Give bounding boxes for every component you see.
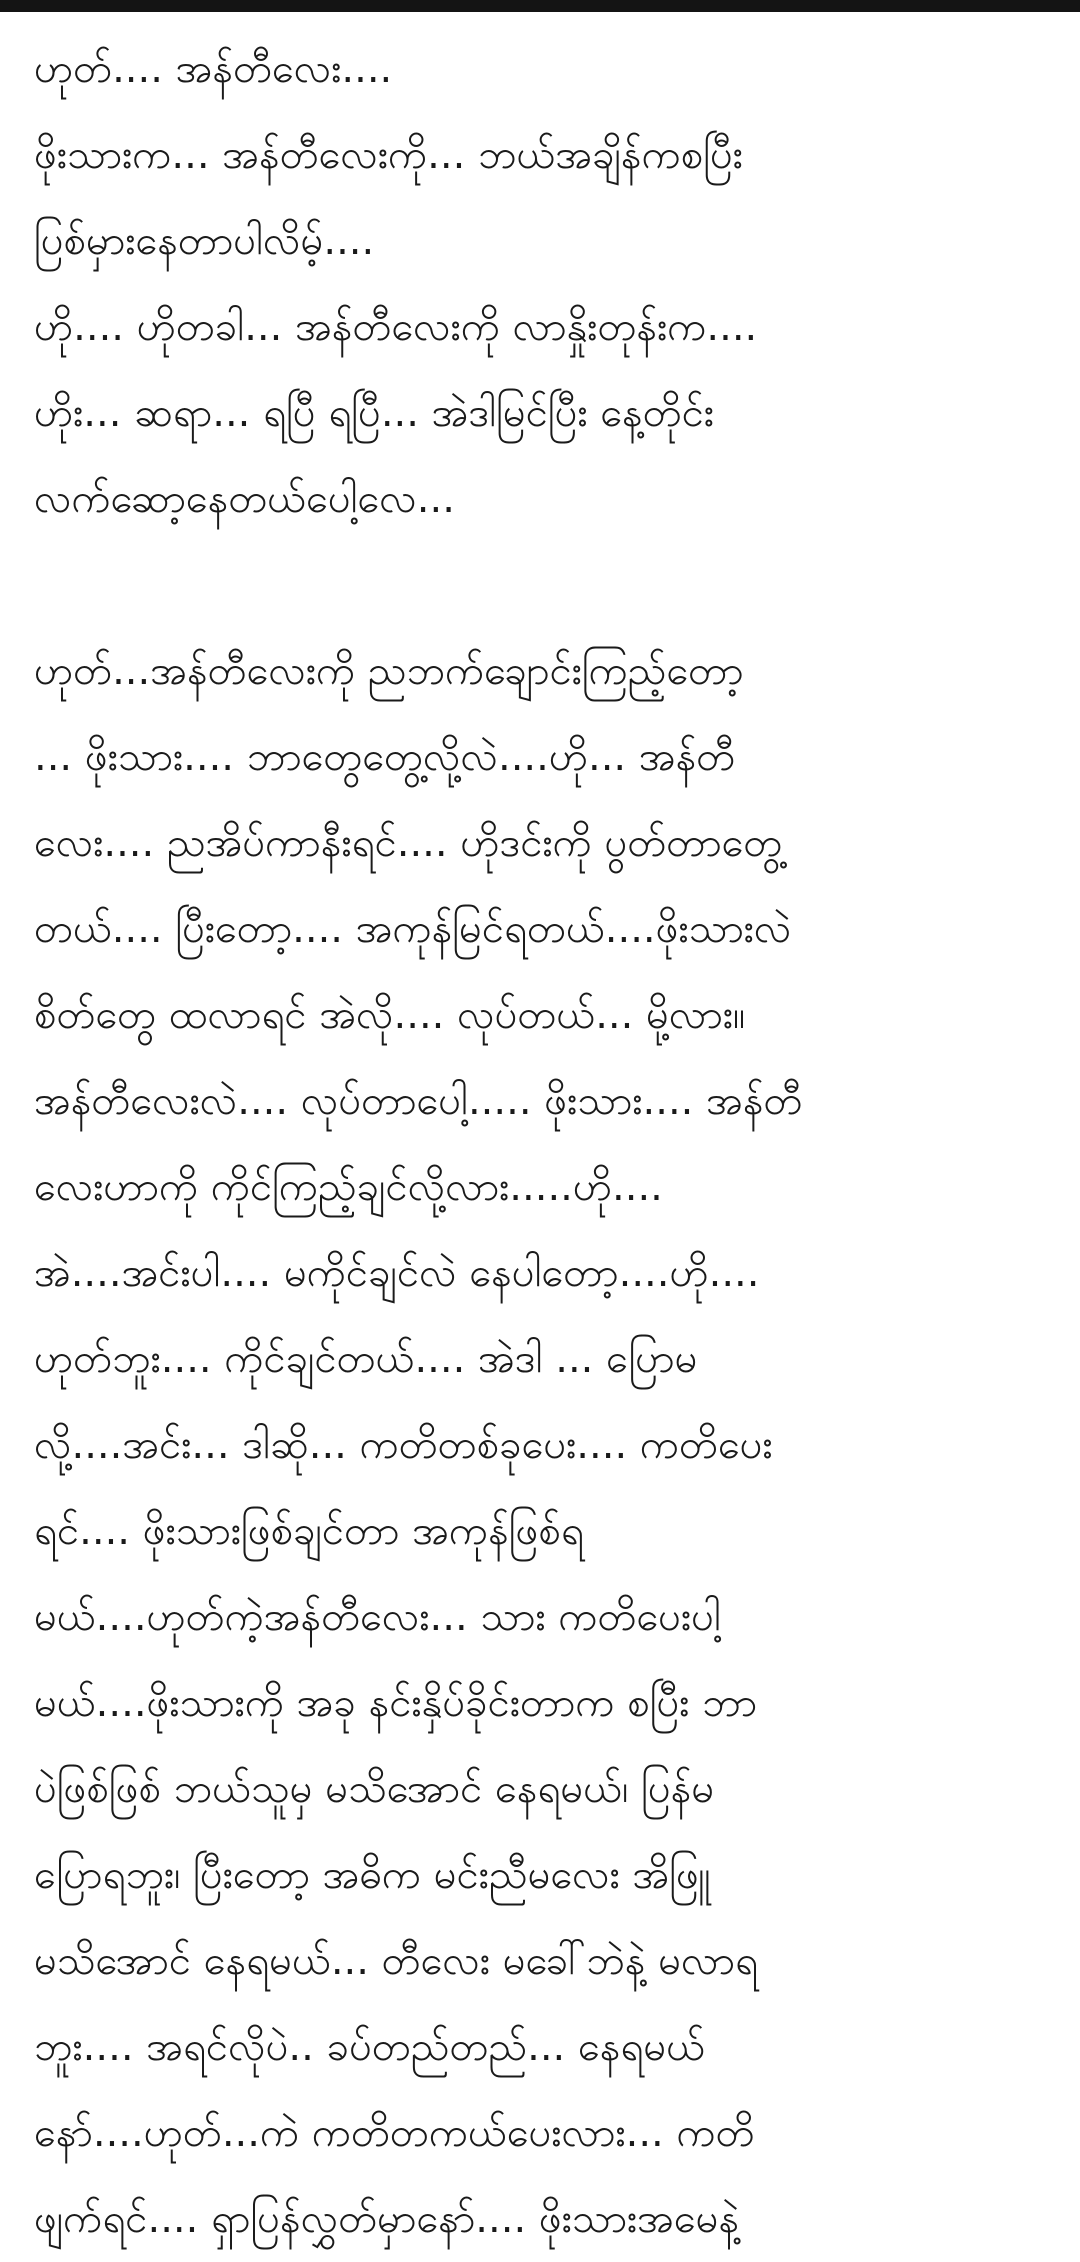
text-line: ဟုတ်ဘူး.... ကိုင်ချင်တယ်.... အဲဒါ ... ပြောမ	[34, 1336, 698, 1382]
text-line: ဘူး.... အရင်လိုပဲ.. ခပ်တည်တည်... နေရမယ်	[34, 2024, 706, 2070]
text-line: ပဲဖြစ်ဖြစ် ဘယ်သူမှ မသိအောင် နေရမယ်၊ ပြန်မ	[34, 1766, 715, 1812]
text-line: ပြောရဘူး၊ ပြီးတော့ အဓိက မင်းညီမလေး အိဖြူ	[34, 1852, 711, 1898]
text-line: မယ်....ဖိုးသားကို အခု နင်းနှိပ်ခိုင်းတာက စပြီး ဘာ	[34, 1680, 758, 1726]
text-line: လေးဟာကို ကိုင်ကြည့်ချင်လို့လား.....ဟို....	[34, 1164, 663, 1210]
story-text	[34, 26, 1054, 2262]
text-line: မယ်....ဟုတ်ကဲ့အန်တီလေး... သား ကတိပေးပါ့	[34, 1594, 721, 1640]
text-line: ဟို.... ဟိုတခါ... အန်တီလေးကို လာနှိုးတုန်းက....	[34, 304, 758, 350]
text-line: မသိအောင် နေရမယ်... တီလေး မခေါ်ဘဲနဲ့ မလာရ	[34, 1938, 758, 1984]
text-line: ရင်.... ဖိုးသားဖြစ်ချင်တာ အကုန်ဖြစ်ရ	[34, 1508, 584, 1554]
text-line: ဟုတ်...အန်တီလေးကို ညဘက်ချောင်းကြည့်တော့	[34, 648, 744, 694]
text-line: လို့....အင်း... ဒါဆို... ကတိတစ်ခုပေး.... ကတိပေး	[34, 1422, 773, 1468]
status-bar	[0, 0, 1080, 12]
text-line: ဟိုး... ဆရာ... ရပြီ ရပြီ... အဲဒါမြင်ပြီး နေ့တိုင်း	[34, 390, 715, 436]
story-paragraph	[34, 26, 1054, 542]
text-line: နော်....ဟုတ်...ကဲ ကတိတကယ်ပေးလား... ကတိ	[34, 2110, 755, 2156]
text-line: စိတ်တွေ ထလာရင် အဲလို.... လုပ်တယ်... မို့လား။	[34, 992, 746, 1038]
story-paragraph	[34, 628, 1054, 2262]
text-line: ဖျက်ရင်.... ရှာပြန်လွှတ်မှာနော်.... ဖိုးသားအမေနဲ့	[34, 2196, 740, 2242]
text-line: တယ်.... ပြီးတော့.... အကုန်မြင်ရတယ်....ဖိုးသားလဲ	[34, 906, 792, 952]
text-line: လေး.... ညအိပ်ကာနီးရင်.... ဟိုဒင်းကို ပွတ်တာတွေ့	[34, 820, 783, 866]
text-line: အဲ....အင်းပါ.... မကိုင်ချင်လဲ နေပါတော့....ဟို....	[34, 1250, 760, 1296]
text-line: လက်ဆော့နေတယ်ပေါ့လေ...	[34, 476, 455, 522]
text-line: အန်တီလေးလဲ.... လုပ်တာပေါ့..... ဖိုးသား.... အန်တီ	[34, 1078, 803, 1124]
text-line: ... ဖိုးသား.... ဘာတွေတွေ့လို့လဲ....ဟို... အန်တီ	[34, 734, 736, 780]
text-line: ပြစ်မှားနေတာပါလိမ့်....	[34, 218, 375, 264]
text-line: ဟုတ်.... အန်တီလေး....	[34, 46, 393, 92]
text-line: ဖိုးသားက... အန်တီလေးကို... ဘယ်အချိန်ကစပြီး	[34, 132, 743, 178]
